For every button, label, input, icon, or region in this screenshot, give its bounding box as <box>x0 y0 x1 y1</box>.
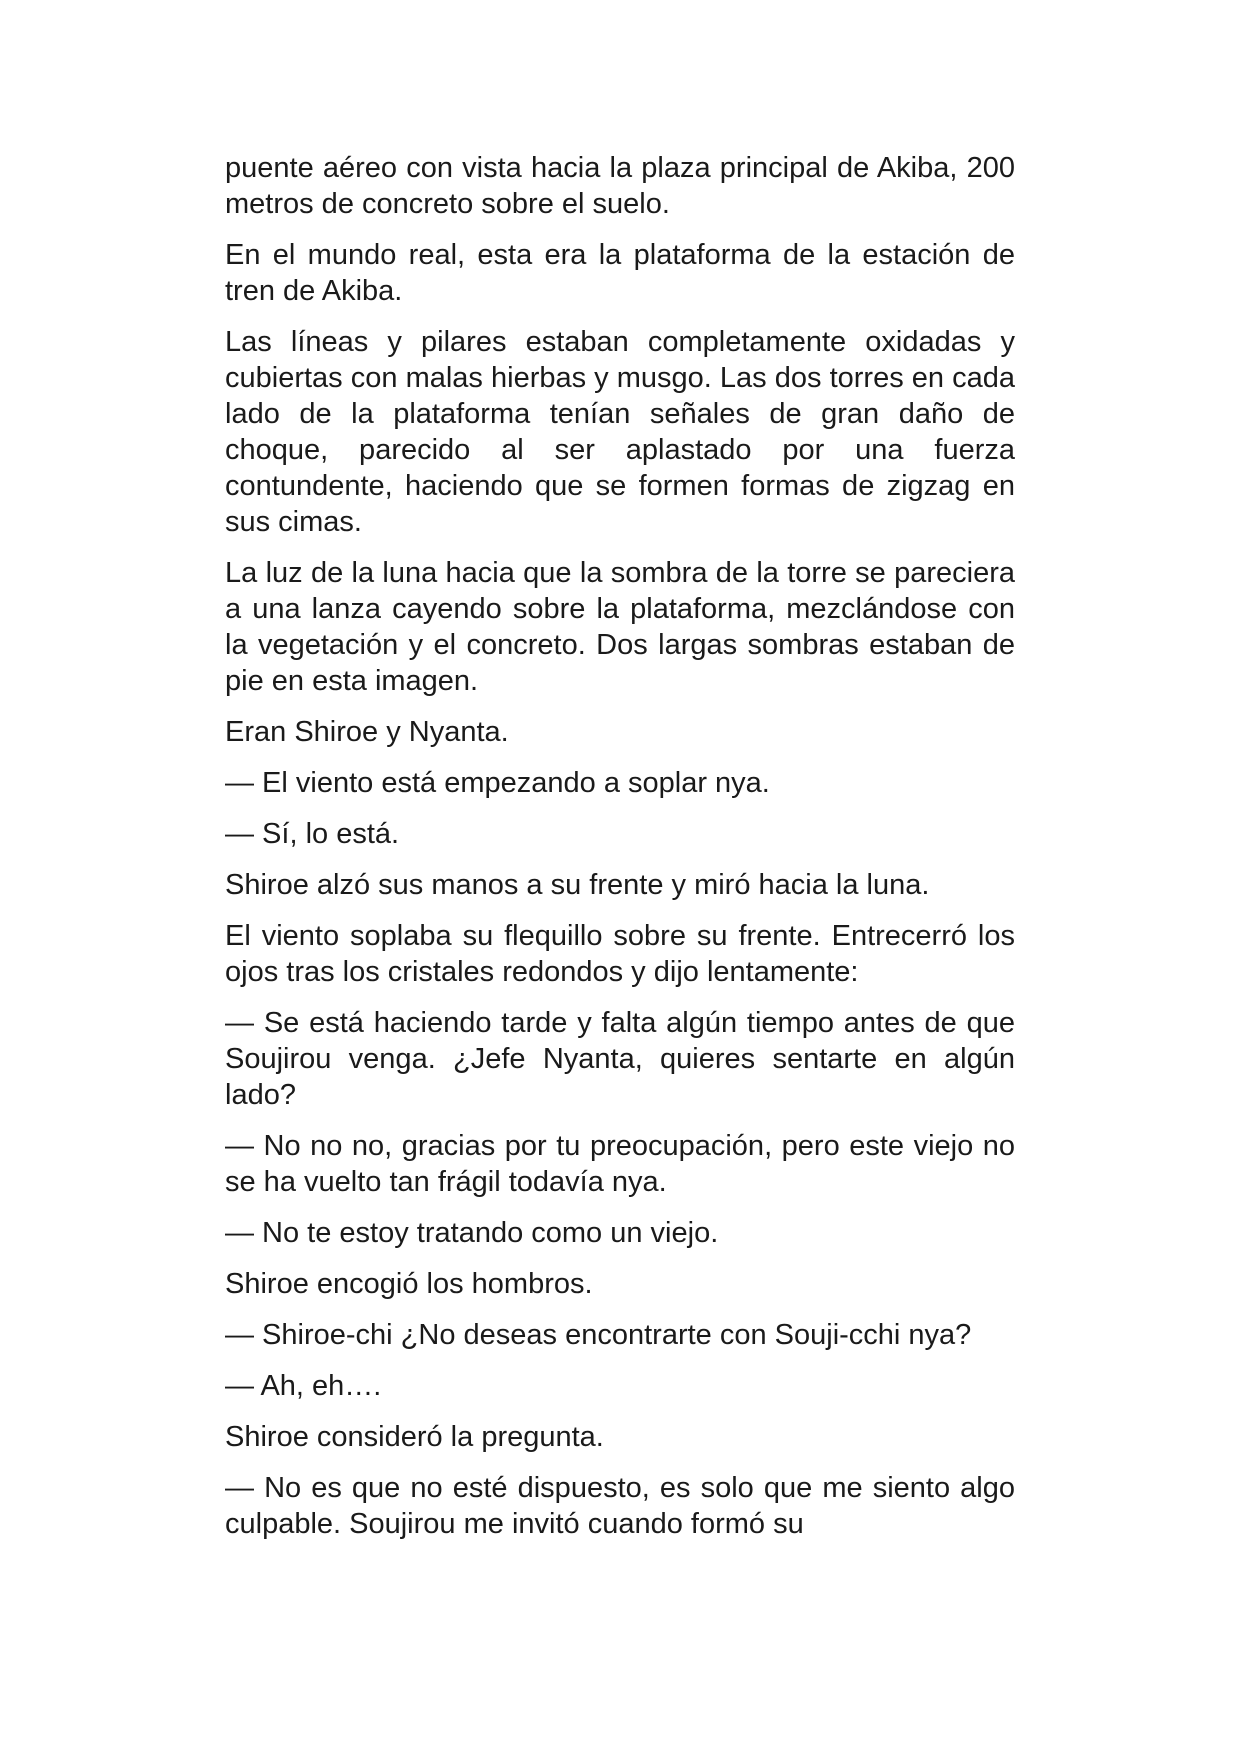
dialogue-line: — Ah, eh…. <box>225 1370 382 1402</box>
dialogue-line: — Sí, lo está. <box>225 818 400 850</box>
paragraph: Las líneas y pilares estaban completamente oxidadas y cubiertas con malas hierbas y musgo. Las dos torres en cada lado de la plataforma tenían señales de gran daño de choque, parecido al ser aplastado por una fuerza contundente, haciendo que se formen formas de zigzag en sus cimas. <box>225 326 1015 538</box>
paragraph: puente aéreo con vista hacia la plaza principal de Akiba, 200 metros de concreto sobre el suelo. <box>225 152 1015 220</box>
dialogue-line: — Se está haciendo tarde y falta algún tiempo antes de que Soujirou venga. ¿Jefe Nyanta, quieres sentarte en algún lado? <box>225 1007 1015 1111</box>
paragraph: En el mundo real, esta era la plataforma de la estación de tren de Akiba. <box>225 239 1015 307</box>
paragraph: Shiroe encogió los hombros. <box>225 1268 593 1300</box>
document-page <box>225 150 1015 1557</box>
dialogue-line: — Shiroe-chi ¿No deseas encontrarte con Souji-cchi nya? <box>225 1319 972 1351</box>
dialogue-line: — No es que no esté dispuesto, es solo que me siento algo culpable. Soujirou me invitó cuando formó su <box>225 1472 1015 1540</box>
paragraph: Eran Shiroe y Nyanta. <box>225 716 509 748</box>
dialogue-line: — No no no, gracias por tu preocupación, pero este viejo no se ha vuelto tan frágil todavía nya. <box>225 1130 1015 1198</box>
paragraph: Shiroe alzó sus manos a su frente y miró hacia la luna. <box>225 869 930 901</box>
dialogue-line: — No te estoy tratando como un viejo. <box>225 1217 719 1249</box>
paragraph: El viento soplaba su flequillo sobre su frente. Entrecerró los ojos tras los cristales redondos y dijo lentamente: <box>225 920 1015 988</box>
paragraph: La luz de la luna hacia que la sombra de la torre se pareciera a una lanza cayendo sobre la plataforma, mezclándose con la vegetación y el concreto. Dos largas sombras estaban de pie en esta imagen. <box>225 557 1015 697</box>
dialogue-line: — El viento está empezando a soplar nya. <box>225 767 770 799</box>
paragraph: Shiroe consideró la pregunta. <box>225 1421 604 1453</box>
